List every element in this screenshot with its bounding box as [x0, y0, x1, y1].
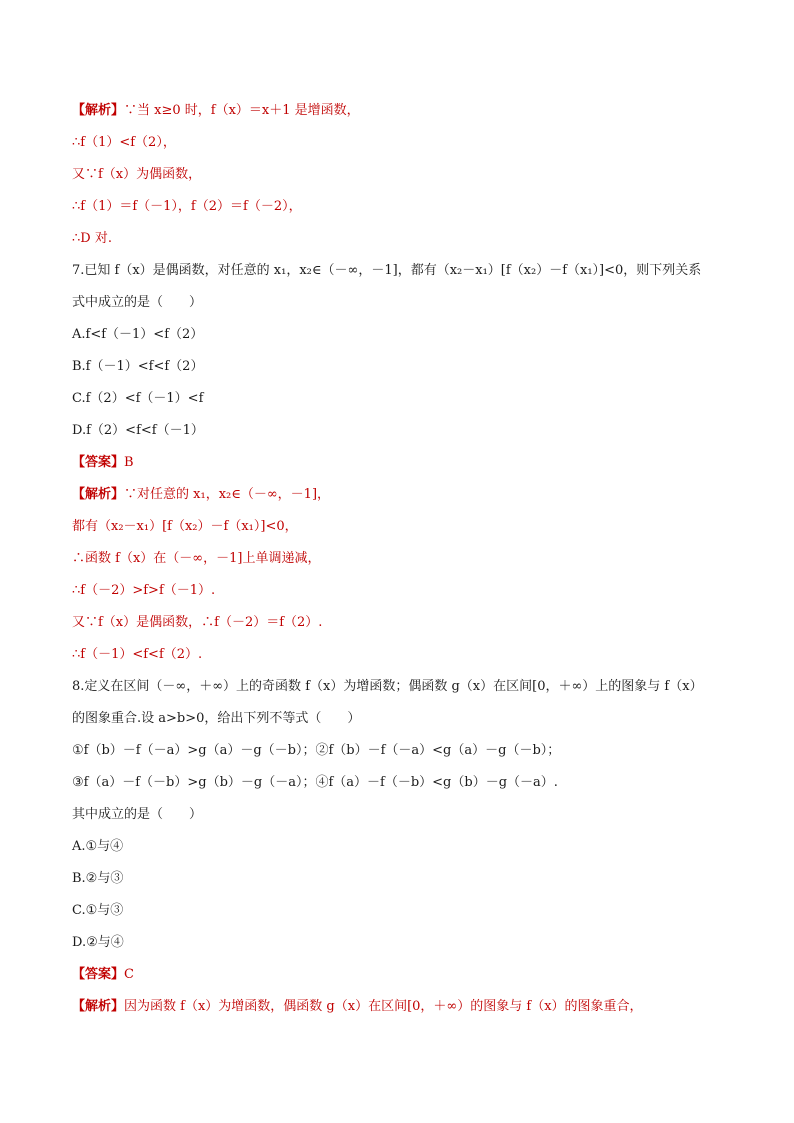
- analysis-text: ∵对任意的 x₁，x₂∈（－∞，－1]，: [124, 487, 331, 502]
- answer-line: [72, 453, 134, 473]
- option-b: B.②与③: [72, 871, 124, 886]
- inequality-line: ③f（a）－f（－b）>g（b）－g（－a）；④f（a）－f（－b）<g（b）－g（－a）.: [72, 775, 558, 790]
- analysis-text: 因为函数 f（x）为增函数，偶函数 g（x）在区间[0，＋∞）的图象与 f（x）的图象重合，: [124, 999, 643, 1014]
- question-stem: 式中成立的是（ ）: [72, 295, 203, 310]
- analysis-tag: 【解析】: [72, 103, 125, 118]
- analysis-line: 又∵f（x）为偶函数，: [72, 167, 202, 182]
- option-c: C.f（2）<f（－1）<f: [72, 391, 204, 406]
- analysis-tag: 【解析】: [72, 487, 125, 502]
- question-stem: 其中成立的是（ ）: [72, 807, 203, 822]
- analysis-text: ∵当 x≥0 时，f（x）＝x＋1 是增函数，: [124, 103, 360, 118]
- question-stem: 8.定义在区间（－∞，＋∞）上的奇函数 f（x）为增函数；偶函数 g（x）在区间[0，＋∞）上的图象与 f（x）: [72, 679, 703, 694]
- analysis-line: ∴f（1）＝f（－1），f（2）＝f（－2），: [72, 199, 302, 214]
- answer-value: C: [124, 967, 134, 982]
- option-d: D.f（2）<f<f（－1）: [72, 423, 204, 438]
- analysis-tag: 【解析】: [72, 999, 125, 1014]
- analysis-line: [72, 485, 330, 505]
- answer-value: B: [124, 455, 134, 470]
- option-c: C.①与③: [72, 903, 124, 918]
- option-a: A.①与④: [72, 839, 124, 854]
- option-a: A.f<f（－1）<f（2）: [72, 327, 204, 342]
- analysis-line: ∴f（－2）>f>f（－1）.: [72, 583, 216, 598]
- analysis-line: [72, 101, 360, 121]
- inequality-line: ①f（b）－f（－a）>g（a）－g（－b）；②f（b）－f（－a）<g（a）－g（－b）；: [72, 743, 561, 758]
- answer-line: [72, 965, 134, 985]
- analysis-line: 又∵f（x）是偶函数，∴f（－2）＝f（2）.: [72, 615, 323, 630]
- option-d: D.②与④: [72, 935, 124, 950]
- question-stem: 7.已知 f（x）是偶函数，对任意的 x₁，x₂∈（－∞，－1]，都有（x₂－x₁）[f（x₂）－f（x₁）]<0，则下列关系: [72, 263, 702, 278]
- answer-tag: 【答案】: [72, 455, 125, 470]
- analysis-line: ∴D 对.: [72, 231, 112, 246]
- analysis-line: ∴f（－1）<f<f（2）.: [72, 647, 203, 662]
- analysis-line: 都有（x₂－x₁）[f（x₂）－f（x₁）]<0，: [72, 519, 298, 534]
- option-b: B.f（－1）<f<f（2）: [72, 359, 204, 374]
- analysis-line: ∴函数 f（x）在（－∞，－1]上单调递减，: [72, 551, 321, 566]
- analysis-line: ∴f（1）<f（2），: [72, 135, 176, 150]
- analysis-line: [72, 997, 643, 1017]
- question-stem: 的图象重合.设 a>b>0，给出下列不等式（ ）: [72, 711, 361, 726]
- answer-tag: 【答案】: [72, 967, 125, 982]
